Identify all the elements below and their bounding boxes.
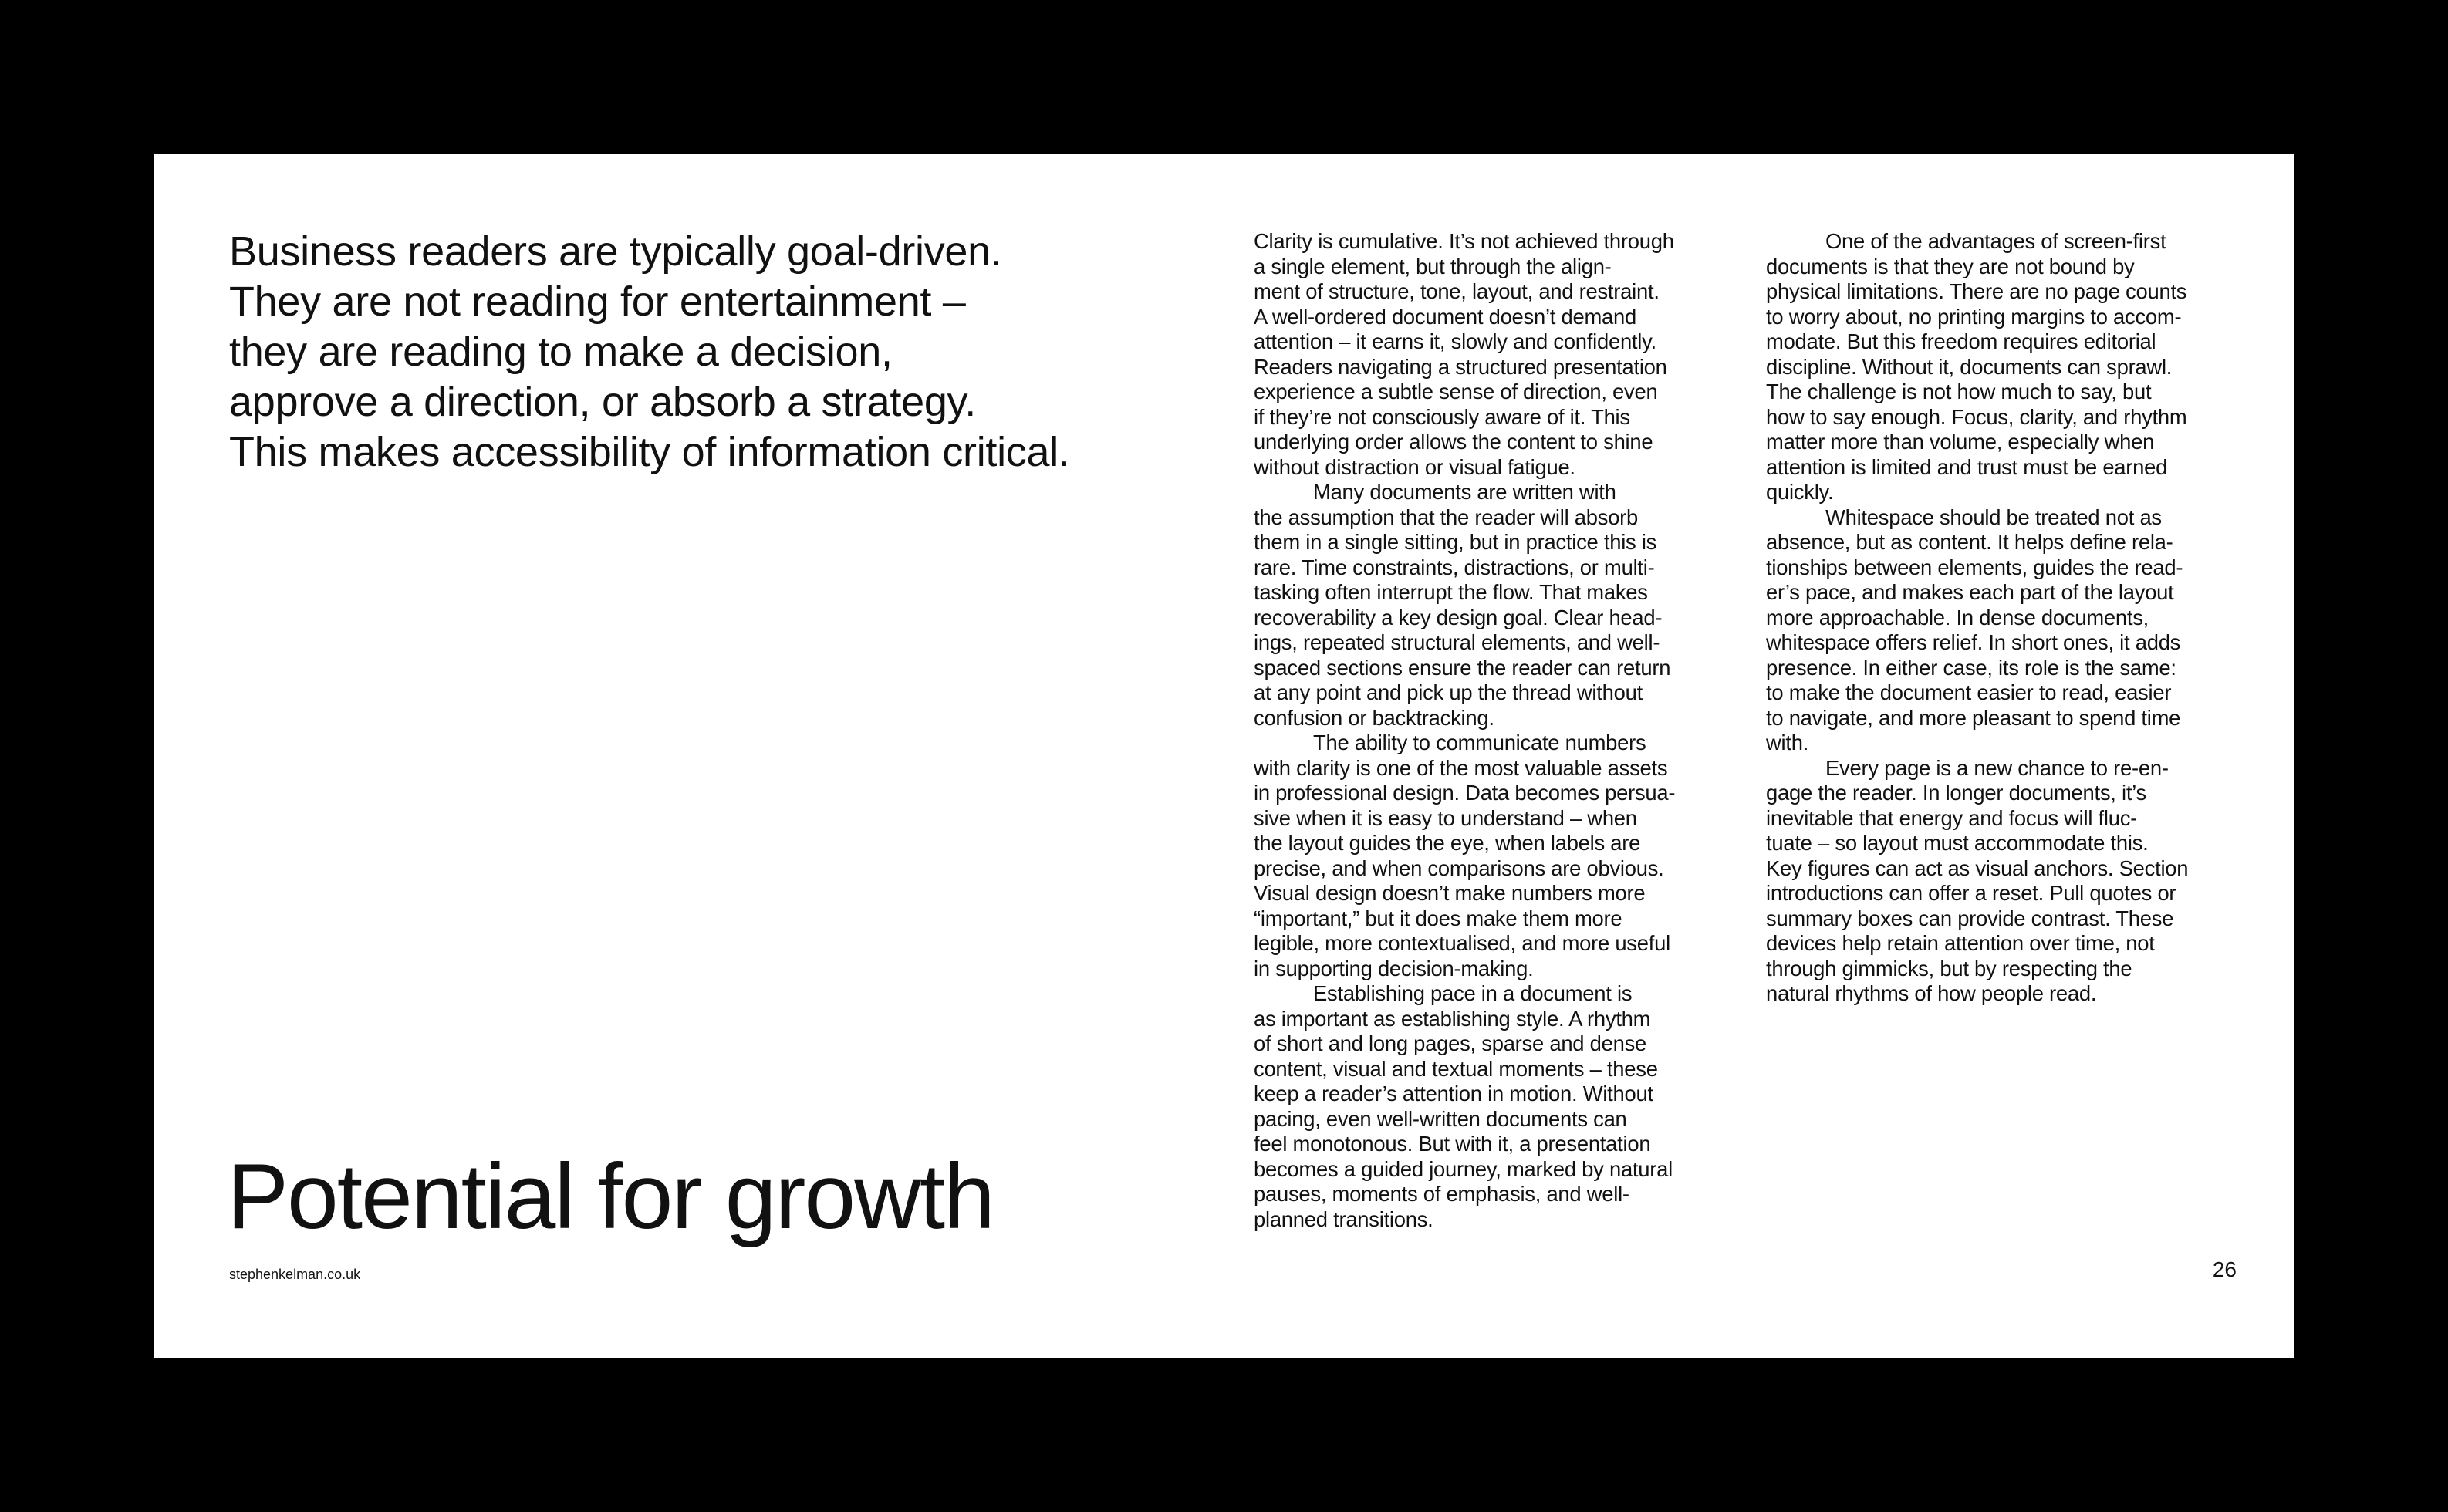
body-line: in supporting decision-making. — [1254, 956, 1534, 980]
body-line: spaced sections ensure the reader can return — [1254, 655, 1671, 680]
body-line: to make the document easier to read, easier — [1766, 680, 2172, 704]
body-line: Readers navigating a structured presentation — [1254, 354, 1667, 379]
body-line: The ability to communicate numbers — [1313, 731, 1646, 754]
body-line: planned transitions. — [1254, 1207, 1433, 1231]
lead-line: approve a direction, or absorb a strategy. — [229, 379, 976, 425]
body-line: natural rhythms of how people read. — [1766, 981, 2097, 1005]
body-line: pacing, even well-written documents can — [1254, 1106, 1627, 1131]
footer-url: stephenkelman.co.uk — [229, 1267, 361, 1282]
lead-line: they are reading to make a decision, — [229, 329, 893, 375]
body-line: discipline. Without it, documents can sprawl. — [1766, 354, 2173, 379]
body-line: Key figures can act as visual anchors. Section — [1766, 856, 2189, 880]
body-line: how to say enough. Focus, clarity, and rhythm — [1766, 404, 2187, 429]
body-column-1 — [1254, 229, 1717, 1232]
body-line: devices help retain attention over time, not — [1766, 931, 2155, 955]
body-line: at any point and pick up the thread without — [1254, 680, 1643, 704]
body-line: precise, and when comparisons are obvious. — [1254, 856, 1664, 880]
body-line: more approachable. In dense documents, — [1766, 605, 2149, 629]
section-headline: Potential for growth — [227, 1145, 994, 1248]
body-line: sive when it is easy to understand – when — [1254, 805, 1637, 830]
body-line: content, visual and textual moments – these — [1254, 1056, 1658, 1081]
body-line: absence, but as content. It helps define rela- — [1766, 530, 2173, 554]
body-line: er’s pace, and makes each part of the layout — [1766, 580, 2174, 604]
body-line: pauses, moments of emphasis, and well- — [1254, 1182, 1629, 1206]
body-line: legible, more contextualised, and more useful — [1254, 931, 1670, 955]
body-line: feel monotonous. But with it, a presentation — [1254, 1132, 1651, 1156]
body-line: the assumption that the reader will absorb — [1254, 505, 1639, 529]
body-line: The challenge is not how much to say, but — [1766, 380, 2152, 403]
body-line: without distraction or visual fatigue. — [1254, 454, 1575, 479]
body-line: tionships between elements, guides the read- — [1766, 555, 2183, 579]
body-line: rare. Time constraints, distractions, or multi- — [1254, 555, 1655, 579]
body-line: confusion or backtracking. — [1254, 705, 1494, 730]
body-line: One of the advantages of screen-first — [1825, 229, 2166, 253]
body-line: with clarity is one of the most valuable assets — [1254, 755, 1668, 780]
body-line: the layout guides the eye, when labels are — [1254, 831, 1641, 855]
lead-line: Business readers are typically goal-driven. — [229, 228, 1002, 275]
body-line: Every page is a new chance to re-en- — [1825, 755, 2169, 780]
body-line: with. — [1766, 731, 1809, 754]
body-line: recoverability a key design goal. Clear head- — [1254, 605, 1663, 629]
body-line: ment of structure, tone, layout, and restraint. — [1254, 279, 1660, 303]
body-line: as important as establishing style. A rhythm — [1254, 1006, 1651, 1031]
body-line: Many documents are written with — [1313, 480, 1616, 504]
body-line: tuate – so layout must accommodate this. — [1766, 831, 2149, 855]
body-line: ings, repeated structural elements, and well- — [1254, 630, 1660, 654]
body-line: tasking often interrupt the flow. That makes — [1254, 580, 1648, 604]
body-line: to navigate, and more pleasant to spend time — [1766, 705, 2181, 730]
body-line: in professional design. Data becomes persua- — [1254, 781, 1676, 805]
lead-statement — [229, 227, 1186, 478]
body-line: “important,” but it does make them more — [1254, 906, 1622, 930]
body-line: quickly. — [1766, 480, 1834, 504]
body-line: summary boxes can provide contrast. These — [1766, 906, 2174, 930]
body-line: presence. In either case, its role is the same: — [1766, 655, 2176, 680]
body-line: Clarity is cumulative. It’s not achieved through — [1254, 229, 1674, 253]
page-number: 26 — [2212, 1257, 2237, 1281]
body-line: modate. But this freedom requires editorial — [1766, 329, 2156, 353]
body-line: underlying order allows the content to shine — [1254, 430, 1653, 454]
body-line: whitespace offers relief. In short ones, it adds — [1766, 630, 2181, 654]
body-line: Establishing pace in a document is — [1313, 981, 1633, 1005]
body-line: Visual design doesn’t make numbers more — [1254, 881, 1646, 905]
body-line: of short and long pages, sparse and dense — [1254, 1031, 1647, 1055]
body-line: Whitespace should be treated not as — [1825, 505, 2162, 529]
lead-line: This makes accessibility of information critical. — [229, 429, 1070, 475]
body-column-2 — [1766, 229, 2229, 1007]
body-line: attention is limited and trust must be earned — [1766, 454, 2168, 479]
body-line: them in a single sitting, but in practice this is — [1254, 530, 1657, 554]
body-line: becomes a guided journey, marked by natural — [1254, 1156, 1673, 1181]
body-line: attention – it earns it, slowly and confidently. — [1254, 329, 1656, 353]
body-line: matter more than volume, especially when — [1766, 430, 2155, 454]
body-line: A well-ordered document doesn’t demand — [1254, 304, 1637, 329]
body-line: inevitable that energy and focus will fluc- — [1766, 805, 2138, 830]
document-page — [154, 154, 2294, 1358]
body-line: a single element, but through the align- — [1254, 254, 1612, 278]
body-line: if they’re not consciously aware of it. This — [1254, 404, 1630, 429]
body-line: introductions can offer a reset. Pull quotes or — [1766, 881, 2176, 905]
body-line: experience a subtle sense of direction, even — [1254, 380, 1658, 403]
body-line: physical limitations. There are no page counts — [1766, 279, 2187, 303]
lead-line: They are not reading for entertainment – — [229, 278, 966, 325]
body-line: to worry about, no printing margins to accom- — [1766, 304, 2182, 329]
body-line: through gimmicks, but by respecting the — [1766, 956, 2132, 980]
body-line: gage the reader. In longer documents, it’s — [1766, 781, 2147, 805]
body-line: documents is that they are not bound by — [1766, 254, 2135, 278]
body-line: keep a reader’s attention in motion. Without — [1254, 1082, 1653, 1105]
